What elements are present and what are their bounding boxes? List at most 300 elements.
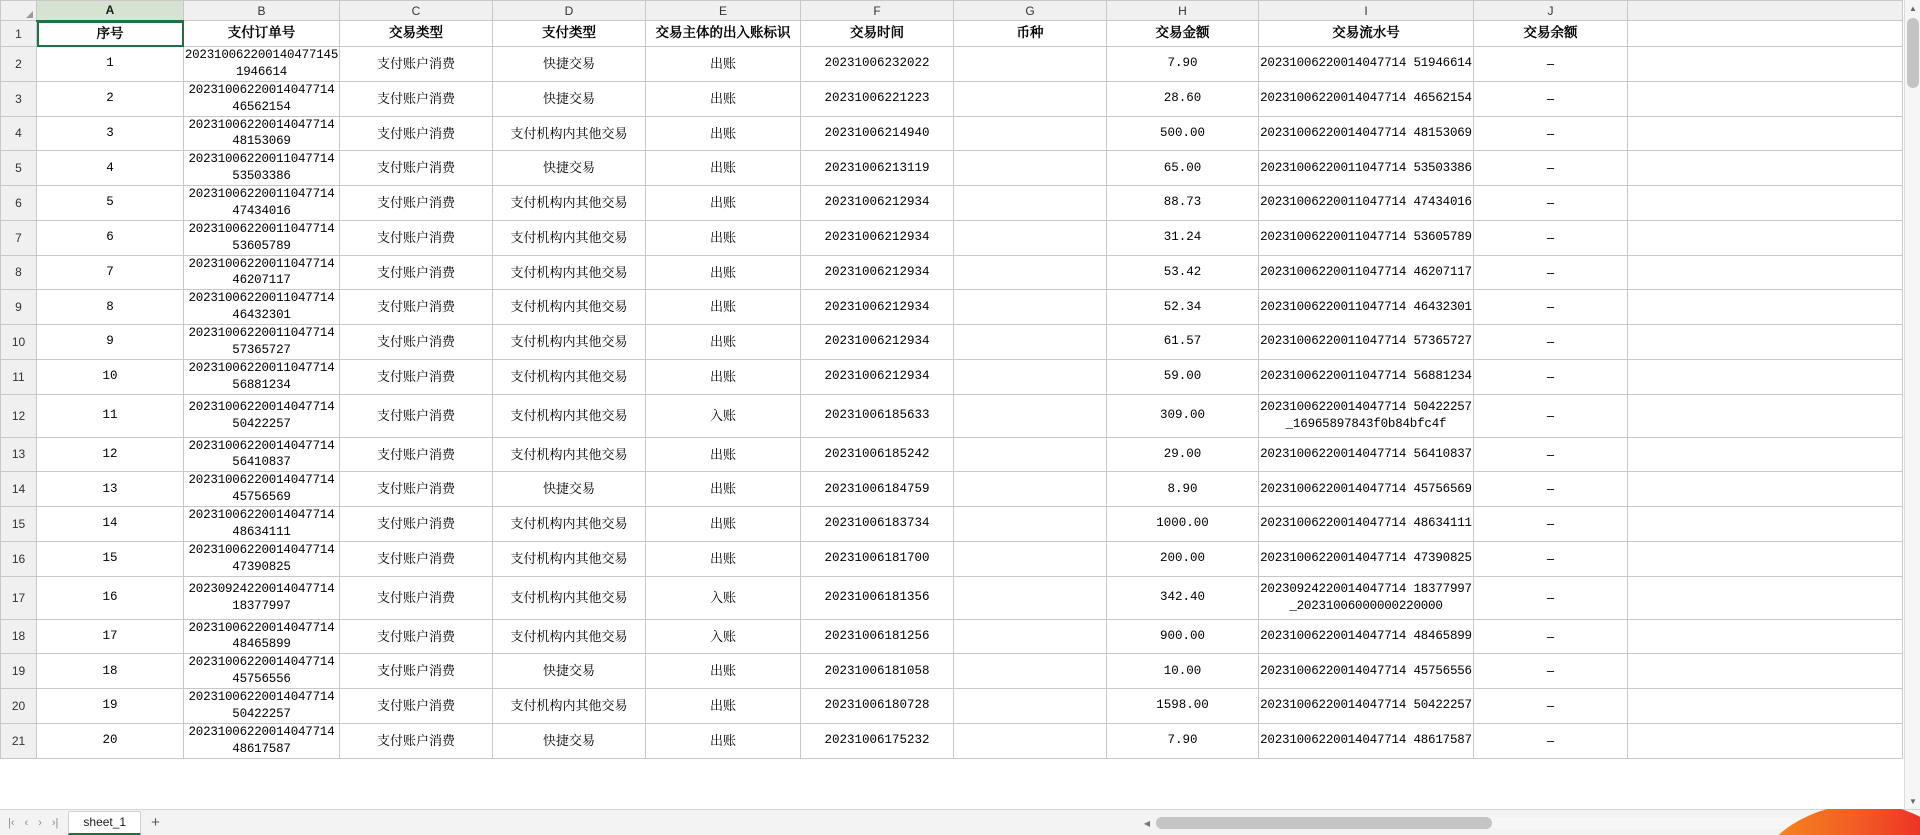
cell-pay-type[interactable]: 支付机构内其他交易 [493,325,646,360]
cell-currency[interactable] [954,437,1107,472]
cell-balance[interactable]: – [1474,576,1628,619]
cell-seq[interactable]: 11 [37,394,184,437]
spreadsheet-body[interactable] [1,21,1903,759]
table-row[interactable] [1,81,1903,116]
cell-order-no[interactable]: 20231006220014047714 56410837 [184,437,340,472]
cell-trade-type[interactable]: 支付账户消费 [340,290,493,325]
table-row[interactable] [1,21,1903,47]
cell-pay-type[interactable]: 快捷交易 [493,654,646,689]
cell-serial-no[interactable]: 20231006220014047714 50422257 [1259,689,1474,724]
cell-serial-no[interactable]: 20231006220014047714 45756569 [1259,472,1474,507]
cell-trade-type[interactable]: 支付账户消费 [340,437,493,472]
empty-cell[interactable] [1628,437,1903,472]
cell-trade-time[interactable]: 20231006232022 [801,47,954,82]
cell-direction[interactable]: 出账 [646,81,801,116]
header-cell-seq[interactable]: 序号 [37,21,184,47]
cell-seq[interactable]: 12 [37,437,184,472]
cell-serial-no[interactable]: 20231006220011047714 46207117 [1259,255,1474,290]
nav-next-sheet-icon[interactable]: › [38,816,42,829]
cell-seq[interactable]: 4 [37,151,184,186]
cell-order-no[interactable]: 20231006220014047714 45756569 [184,472,340,507]
row-header-3[interactable]: 3 [1,81,37,116]
empty-cell[interactable] [1628,359,1903,394]
cell-pay-type[interactable]: 支付机构内其他交易 [493,220,646,255]
cell-pay-type[interactable]: 支付机构内其他交易 [493,689,646,724]
cell-direction[interactable]: 出账 [646,186,801,221]
header-cell-currency[interactable]: 币种 [954,21,1107,47]
cell-seq[interactable]: 19 [37,689,184,724]
cell-pay-type[interactable]: 支付机构内其他交易 [493,394,646,437]
cell-serial-no[interactable]: 20230924220014047714 18377997_20231006000000220000 [1259,576,1474,619]
cell-currency[interactable] [954,151,1107,186]
cell-serial-no[interactable]: 20231006220011047714 53605789 [1259,220,1474,255]
cell-serial-no[interactable]: 20231006220014047714 48617587 [1259,723,1474,758]
cell-trade-time[interactable]: 20231006181256 [801,619,954,654]
cell-amount[interactable]: 309.00 [1107,394,1259,437]
empty-cell[interactable] [1628,619,1903,654]
cell-amount[interactable]: 900.00 [1107,619,1259,654]
cell-order-no[interactable]: 20231006220011047714 47434016 [184,186,340,221]
cell-currency[interactable] [954,619,1107,654]
select-all-corner[interactable] [1,1,37,21]
cell-amount[interactable]: 7.90 [1107,47,1259,82]
cell-trade-time[interactable]: 20231006213119 [801,151,954,186]
cell-trade-time[interactable]: 20231006212934 [801,290,954,325]
cell-serial-no[interactable]: 20231006220014047714 48634111 [1259,507,1474,542]
empty-cell[interactable] [1628,325,1903,360]
row-header-9[interactable]: 9 [1,290,37,325]
table-row[interactable] [1,116,1903,151]
cell-trade-type[interactable]: 支付账户消费 [340,47,493,82]
cell-trade-time[interactable]: 20231006183734 [801,507,954,542]
cell-order-no[interactable]: 20231006220014047714 48634111 [184,507,340,542]
table-row[interactable] [1,255,1903,290]
sheet-nav-buttons[interactable] [0,817,62,829]
empty-cell[interactable] [1628,723,1903,758]
cell-seq[interactable]: 16 [37,576,184,619]
cell-amount[interactable]: 61.57 [1107,325,1259,360]
cell-direction[interactable]: 出账 [646,116,801,151]
cell-amount[interactable]: 52.34 [1107,290,1259,325]
cell-pay-type[interactable]: 支付机构内其他交易 [493,619,646,654]
cell-amount[interactable]: 28.60 [1107,81,1259,116]
cell-seq[interactable]: 1 [37,47,184,82]
column-header-b[interactable]: B [184,1,340,21]
cell-serial-no[interactable]: 20231006220014047714 47390825 [1259,541,1474,576]
cell-seq[interactable]: 17 [37,619,184,654]
cell-amount[interactable]: 53.42 [1107,255,1259,290]
cell-balance[interactable]: – [1474,290,1628,325]
row-header-21[interactable]: 21 [1,723,37,758]
cell-currency[interactable] [954,394,1107,437]
table-row[interactable] [1,186,1903,221]
cell-trade-type[interactable]: 支付账户消费 [340,151,493,186]
cell-order-no[interactable]: 20231006220011047714 57365727 [184,325,340,360]
cell-trade-time[interactable]: 20231006212934 [801,186,954,221]
cell-trade-time[interactable]: 20231006185242 [801,437,954,472]
cell-serial-no[interactable]: 20231006220014047714 48465899 [1259,619,1474,654]
header-cell-balance[interactable]: 交易余额 [1474,21,1628,47]
header-cell-trade-type[interactable]: 交易类型 [340,21,493,47]
row-header-17[interactable]: 17 [1,576,37,619]
cell-currency[interactable] [954,290,1107,325]
cell-serial-no[interactable]: 20231006220014047714 45756556 [1259,654,1474,689]
empty-cell[interactable] [1628,116,1903,151]
row-header-10[interactable]: 10 [1,325,37,360]
cell-direction[interactable]: 出账 [646,723,801,758]
cell-balance[interactable]: – [1474,186,1628,221]
cell-order-no[interactable]: 20231006220011047714 46207117 [184,255,340,290]
cell-balance[interactable]: – [1474,359,1628,394]
column-header-i[interactable]: I [1259,1,1474,21]
table-row[interactable] [1,541,1903,576]
cell-pay-type[interactable]: 快捷交易 [493,81,646,116]
cell-direction[interactable]: 入账 [646,619,801,654]
cell-serial-no[interactable]: 20231006220011047714 57365727 [1259,325,1474,360]
cell-direction[interactable]: 出账 [646,507,801,542]
row-header-12[interactable]: 12 [1,394,37,437]
row-header-15[interactable]: 15 [1,507,37,542]
empty-cell[interactable] [1628,472,1903,507]
cell-trade-type[interactable]: 支付账户消费 [340,255,493,290]
cell-pay-type[interactable]: 快捷交易 [493,47,646,82]
empty-cell[interactable] [1628,394,1903,437]
cell-amount[interactable]: 31.24 [1107,220,1259,255]
column-header-f[interactable]: F [801,1,954,21]
cell-currency[interactable] [954,689,1107,724]
cell-trade-type[interactable]: 支付账户消费 [340,723,493,758]
cell-direction[interactable]: 入账 [646,576,801,619]
cell-pay-type[interactable]: 快捷交易 [493,151,646,186]
table-row[interactable] [1,220,1903,255]
header-cell-pay-type[interactable]: 支付类型 [493,21,646,47]
cell-balance[interactable]: – [1474,325,1628,360]
empty-cell[interactable] [1628,576,1903,619]
cell-pay-type[interactable]: 支付机构内其他交易 [493,576,646,619]
row-header-11[interactable]: 11 [1,359,37,394]
column-header-j[interactable]: J [1474,1,1628,21]
cell-order-no[interactable]: 20231006220011047714 46432301 [184,290,340,325]
cell-balance[interactable]: – [1474,723,1628,758]
cell-direction[interactable]: 出账 [646,472,801,507]
vertical-scroll-thumb[interactable] [1907,18,1919,88]
cell-seq[interactable]: 3 [37,116,184,151]
nav-prev-sheet-icon[interactable]: ‹ [24,816,29,829]
cell-order-no[interactable]: 20231006220014047714 48465899 [184,619,340,654]
row-header-19[interactable]: 19 [1,654,37,689]
row-header-2[interactable]: 2 [1,47,37,82]
cell-trade-time[interactable]: 20231006221223 [801,81,954,116]
column-header-h[interactable]: H [1107,1,1259,21]
empty-cell[interactable] [1628,151,1903,186]
empty-cell[interactable] [1628,255,1903,290]
cell-trade-time[interactable]: 20231006181356 [801,576,954,619]
cell-trade-type[interactable]: 支付账户消费 [340,116,493,151]
cell-currency[interactable] [954,116,1107,151]
cell-order-no[interactable]: 2023100622001404771451946614 [184,47,340,82]
empty-cell[interactable] [1628,81,1903,116]
empty-cell[interactable] [1628,290,1903,325]
table-row[interactable] [1,290,1903,325]
cell-trade-time[interactable]: 20231006212934 [801,220,954,255]
cell-serial-no[interactable]: 20231006220011047714 46432301 [1259,290,1474,325]
cell-balance[interactable]: – [1474,507,1628,542]
cell-direction[interactable]: 出账 [646,359,801,394]
row-header-18[interactable]: 18 [1,619,37,654]
cell-pay-type[interactable]: 支付机构内其他交易 [493,437,646,472]
cell-pay-type[interactable]: 支付机构内其他交易 [493,290,646,325]
empty-cell[interactable] [1628,47,1903,82]
header-cell-serial-no[interactable]: 交易流水号 [1259,21,1474,47]
header-cell-direction[interactable]: 交易主体的出入账标识 [646,21,801,47]
cell-direction[interactable]: 出账 [646,437,801,472]
table-row[interactable] [1,472,1903,507]
row-header-13[interactable]: 13 [1,437,37,472]
add-sheet-button[interactable]: + [151,814,160,831]
cell-seq[interactable]: 13 [37,472,184,507]
cell-balance[interactable]: – [1474,47,1628,82]
cell-balance[interactable]: – [1474,255,1628,290]
row-header-7[interactable]: 7 [1,220,37,255]
cell-amount[interactable]: 342.40 [1107,576,1259,619]
cell-trade-type[interactable]: 支付账户消费 [340,507,493,542]
cell-seq[interactable]: 14 [37,507,184,542]
cell-serial-no[interactable]: 20231006220011047714 53503386 [1259,151,1474,186]
header-cell-trade-time[interactable]: 交易时间 [801,21,954,47]
cell-pay-type[interactable]: 支付机构内其他交易 [493,255,646,290]
row-header-5[interactable]: 5 [1,151,37,186]
table-row[interactable] [1,325,1903,360]
row-header-6[interactable]: 6 [1,186,37,221]
cell-order-no[interactable]: 20231006220014047714 48617587 [184,723,340,758]
cell-currency[interactable] [954,576,1107,619]
cell-serial-no[interactable]: 20231006220014047714 48153069 [1259,116,1474,151]
cell-order-no[interactable]: 20231006220014047714 45756556 [184,654,340,689]
horizontal-scroll-thumb[interactable] [1156,817,1492,829]
cell-pay-type[interactable]: 快捷交易 [493,723,646,758]
cell-pay-type[interactable]: 支付机构内其他交易 [493,541,646,576]
column-header-c[interactable]: C [340,1,493,21]
cell-trade-type[interactable]: 支付账户消费 [340,220,493,255]
cell-balance[interactable]: – [1474,220,1628,255]
cell-seq[interactable]: 8 [37,290,184,325]
cell-seq[interactable]: 20 [37,723,184,758]
cell-direction[interactable]: 出账 [646,151,801,186]
cell-order-no[interactable]: 20231006220011047714 53605789 [184,220,340,255]
cell-amount[interactable]: 88.73 [1107,186,1259,221]
cell-trade-time[interactable]: 20231006185633 [801,394,954,437]
cell-order-no[interactable]: 20230924220014047714 18377997 [184,576,340,619]
cell-trade-time[interactable]: 20231006212934 [801,325,954,360]
cell-currency[interactable] [954,325,1107,360]
cell-balance[interactable]: – [1474,151,1628,186]
cell-currency[interactable] [954,47,1107,82]
scroll-up-icon[interactable]: ▲ [1909,3,1917,13]
empty-cell[interactable] [1628,186,1903,221]
empty-cell[interactable] [1628,507,1903,542]
cell-amount[interactable]: 59.00 [1107,359,1259,394]
column-header-row[interactable] [1,1,1903,21]
cell-trade-type[interactable]: 支付账户消费 [340,394,493,437]
cell-trade-time[interactable]: 20231006181058 [801,654,954,689]
cell-order-no[interactable]: 20231006220014047714 50422257 [184,689,340,724]
row-header-8[interactable]: 8 [1,255,37,290]
cell-trade-time[interactable]: 20231006175232 [801,723,954,758]
cell-balance[interactable]: – [1474,81,1628,116]
table-row[interactable] [1,47,1903,82]
cell-trade-type[interactable]: 支付账户消费 [340,689,493,724]
table-row[interactable] [1,723,1903,758]
cell-trade-time[interactable]: 20231006181700 [801,541,954,576]
cell-direction[interactable]: 出账 [646,290,801,325]
cell-direction[interactable]: 出账 [646,689,801,724]
cell-pay-type[interactable]: 支付机构内其他交易 [493,186,646,221]
cell-amount[interactable]: 7.90 [1107,723,1259,758]
cell-balance[interactable]: – [1474,116,1628,151]
cell-currency[interactable] [954,359,1107,394]
cell-currency[interactable] [954,723,1107,758]
cell-currency[interactable] [954,81,1107,116]
row-header-20[interactable]: 20 [1,689,37,724]
table-row[interactable] [1,576,1903,619]
cell-trade-time[interactable]: 20231006214940 [801,116,954,151]
cell-trade-type[interactable]: 支付账户消费 [340,619,493,654]
table-row[interactable] [1,654,1903,689]
cell-trade-type[interactable]: 支付账户消费 [340,472,493,507]
cell-balance[interactable]: – [1474,541,1628,576]
cell-seq[interactable]: 7 [37,255,184,290]
cell-balance[interactable]: – [1474,437,1628,472]
table-row[interactable] [1,619,1903,654]
table-row[interactable] [1,689,1903,724]
cell-serial-no[interactable]: 20231006220011047714 56881234 [1259,359,1474,394]
cell-trade-type[interactable]: 支付账户消费 [340,576,493,619]
sheet-tab-sheet1[interactable]: sheet_1 [68,811,141,835]
cell-serial-no[interactable]: 20231006220011047714 47434016 [1259,186,1474,221]
cell-seq[interactable]: 6 [37,220,184,255]
cell-currency[interactable] [954,541,1107,576]
empty-cell[interactable] [1628,689,1903,724]
cell-serial-no[interactable]: 20231006220014047714 50422257_16965897843f0b84bfc4f [1259,394,1474,437]
empty-cell[interactable] [1628,541,1903,576]
cell-trade-time[interactable]: 20231006184759 [801,472,954,507]
vertical-scrollbar[interactable] [1904,0,1920,809]
cell-direction[interactable]: 入账 [646,394,801,437]
cell-direction[interactable]: 出账 [646,47,801,82]
column-header-g[interactable]: G [954,1,1107,21]
status-bar [0,809,1920,835]
cell-trade-type[interactable]: 支付账户消费 [340,81,493,116]
cell-order-no[interactable]: 20231006220014047714 50422257 [184,394,340,437]
cell-currency[interactable] [954,472,1107,507]
table-row[interactable] [1,394,1903,437]
row-header-14[interactable]: 14 [1,472,37,507]
cell-amount[interactable]: 29.00 [1107,437,1259,472]
cell-order-no[interactable]: 20231006220014047714 48153069 [184,116,340,151]
nav-last-sheet-icon[interactable]: ›| [51,816,59,829]
cell-balance[interactable]: – [1474,619,1628,654]
cell-direction[interactable]: 出账 [646,541,801,576]
cell-serial-no[interactable]: 20231006220014047714 56410837 [1259,437,1474,472]
cell-direction[interactable]: 出账 [646,325,801,360]
cell-currency[interactable] [954,654,1107,689]
cell-trade-type[interactable]: 支付账户消费 [340,541,493,576]
cell-amount[interactable]: 1000.00 [1107,507,1259,542]
cell-seq[interactable]: 9 [37,325,184,360]
cell-seq[interactable]: 18 [37,654,184,689]
cell-order-no[interactable]: 20231006220011047714 56881234 [184,359,340,394]
cell-serial-no[interactable]: 20231006220014047714 51946614 [1259,47,1474,82]
cell-amount[interactable]: 10.00 [1107,654,1259,689]
cell-seq[interactable]: 2 [37,81,184,116]
cell-pay-type[interactable]: 支付机构内其他交易 [493,359,646,394]
cell-seq[interactable]: 5 [37,186,184,221]
cell-amount[interactable]: 1598.00 [1107,689,1259,724]
row-header-16[interactable]: 16 [1,541,37,576]
cell-amount[interactable]: 500.00 [1107,116,1259,151]
nav-first-sheet-icon[interactable]: |‹ [8,816,15,829]
cell-pay-type[interactable]: 支付机构内其他交易 [493,507,646,542]
cell-currency[interactable] [954,255,1107,290]
row-header-1[interactable]: 1 [1,21,37,47]
cell-amount[interactable]: 65.00 [1107,151,1259,186]
cell-trade-type[interactable]: 支付账户消费 [340,359,493,394]
cell-order-no[interactable]: 20231006220014047714 46562154 [184,81,340,116]
cell-order-no[interactable]: 20231006220014047714 47390825 [184,541,340,576]
cell-balance[interactable]: – [1474,689,1628,724]
cell-direction[interactable]: 出账 [646,220,801,255]
cell-currency[interactable] [954,220,1107,255]
empty-cell[interactable] [1628,654,1903,689]
cell-balance[interactable]: – [1474,654,1628,689]
scroll-left-icon[interactable]: ◀ [1143,818,1151,828]
column-header-a[interactable]: A [37,1,184,21]
header-cell-order-no[interactable]: 支付订单号 [184,21,340,47]
cell-amount[interactable]: 200.00 [1107,541,1259,576]
cell-trade-type[interactable]: 支付账户消费 [340,186,493,221]
cell-currency[interactable] [954,186,1107,221]
cell-pay-type[interactable]: 快捷交易 [493,472,646,507]
column-header-e[interactable]: E [646,1,801,21]
cell-amount[interactable]: 8.90 [1107,472,1259,507]
cell-pay-type[interactable]: 支付机构内其他交易 [493,116,646,151]
cell-trade-time[interactable]: 20231006212934 [801,359,954,394]
table-row[interactable] [1,359,1903,394]
table-row[interactable] [1,507,1903,542]
scroll-down-icon[interactable]: ▼ [1909,796,1917,806]
cell-serial-no[interactable]: 20231006220014047714 46562154 [1259,81,1474,116]
cell-trade-time[interactable]: 20231006212934 [801,255,954,290]
cell-trade-type[interactable]: 支付账户消费 [340,325,493,360]
empty-cell[interactable] [1628,220,1903,255]
row-header-4[interactable]: 4 [1,116,37,151]
cell-seq[interactable]: 15 [37,541,184,576]
cell-trade-type[interactable]: 支付账户消费 [340,654,493,689]
cell-direction[interactable]: 出账 [646,654,801,689]
cell-balance[interactable]: – [1474,394,1628,437]
cell-order-no[interactable]: 20231006220011047714 53503386 [184,151,340,186]
column-header-d[interactable]: D [493,1,646,21]
header-cell-amount[interactable]: 交易金额 [1107,21,1259,47]
table-row[interactable] [1,151,1903,186]
cell-direction[interactable]: 出账 [646,255,801,290]
cell-trade-time[interactable]: 20231006180728 [801,689,954,724]
cell-balance[interactable]: – [1474,472,1628,507]
cell-seq[interactable]: 10 [37,359,184,394]
table-row[interactable] [1,437,1903,472]
cell-currency[interactable] [954,507,1107,542]
empty-cell[interactable] [1628,21,1903,47]
